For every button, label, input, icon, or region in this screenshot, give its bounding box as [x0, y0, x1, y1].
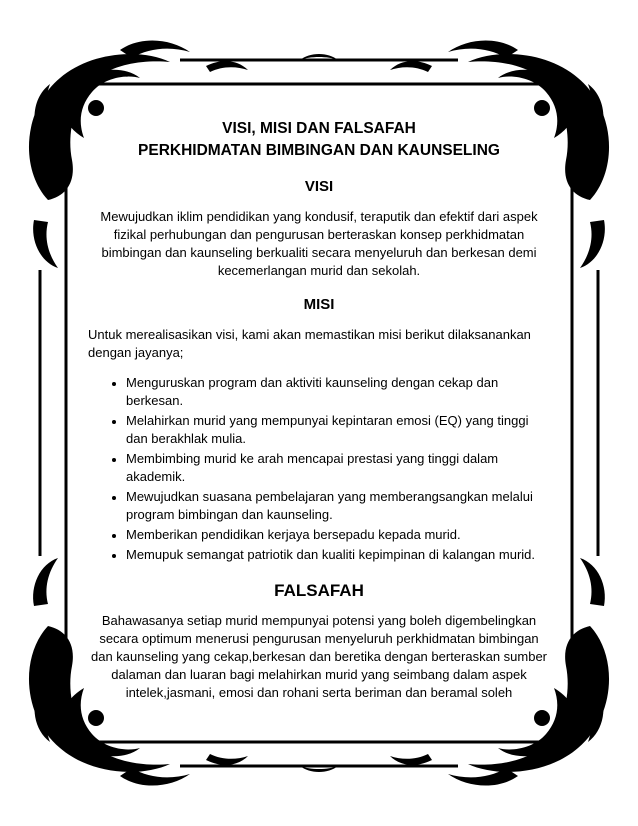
- misi-item: • Membimbing murid ke arah mencapai prestasi yang tinggi dalam akademik.: [126, 450, 550, 486]
- title-line-1: VISI, MISI DAN FALSAFAH: [222, 120, 416, 137]
- misi-item: • Memberikan pendidikan kerjaya bersepadu kepada murid.: [126, 526, 550, 544]
- misi-intro: Untuk merealisasikan visi, kami akan memastikan misi berikut dilaksanankan dengan jayanya;: [88, 327, 531, 360]
- misi-item: • Mewujudkan suasana pembelajaran yang memberangsangkan melalui program bimbingan dan kaunseling.: [126, 488, 550, 524]
- misi-list: [88, 374, 550, 564]
- misi-item: • Memupuk semangat patriotik dan kualiti kepimpinan di kalangan murid.: [126, 546, 550, 564]
- falsafah-text: Bahawasanya setiap murid mempunyai potensi yang boleh digembelingkan secara optimum menerusi pengurusan menyeluruh perkhidmatan bimbingan dan kaunseling yang cekap,berkesan dan beretika dengan berteraskan sumber dalaman dan luaran bagi melahirkan murid yang seimbang dalam aspek intelek,jasmani, emosi dan rohani serta beriman dan beramal soleh: [90, 613, 548, 700]
- misi-heading: MISI: [303, 296, 335, 313]
- title-line-2: PERKHIDMATAN BIMBINGAN DAN KAUNSELING: [138, 142, 500, 159]
- falsafah-heading: FALSAFAH: [274, 581, 364, 600]
- document-body: [88, 118, 550, 702]
- visi-text: Mewujudkan iklim pendidikan yang kondusif, teraputik dan efektif dari aspek fizikal perhubungan dan pengurusan berteraskan konsep perkhidmatan bimbingan dan kaunseling berkualiti secara menyeluruh dan berkesan demi kecemerlangan murid dan sekolah.: [100, 209, 538, 278]
- misi-item: • Melahirkan murid yang mempunyai kepintaran emosi (EQ) yang tinggi dan berakhlak mulia.: [126, 412, 550, 448]
- misi-item: • Menguruskan program dan aktiviti kaunseling dengan cekap dan berkesan.: [126, 374, 550, 410]
- visi-heading: VISI: [304, 178, 334, 195]
